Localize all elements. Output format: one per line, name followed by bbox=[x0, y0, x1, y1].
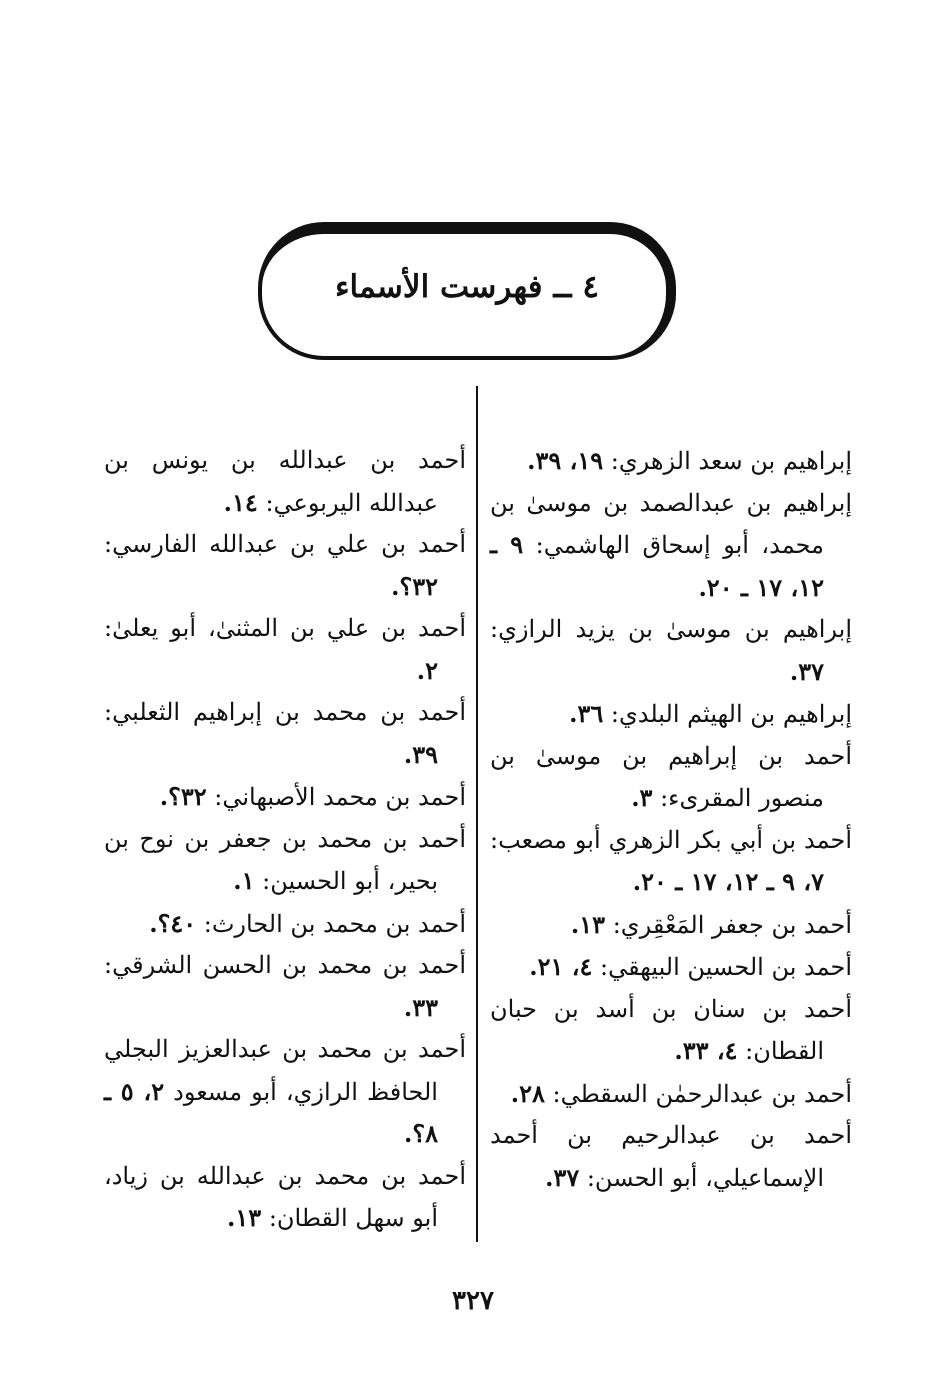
entry-pages: ٧، ٩ ـ ١٢، ١٧ ـ ٢٠. bbox=[632, 867, 824, 896]
entry-pages: ٢. bbox=[416, 655, 438, 685]
entry-name: إبراهيم بن عبدالصمد بن موسىٰ بن محمد، أبو إسحاق الهاشمي: bbox=[490, 488, 852, 559]
index-entry bbox=[490, 609, 852, 693]
index-entry bbox=[490, 989, 852, 1073]
entry-pages: ٤، ٣٣. bbox=[674, 1036, 738, 1065]
page-number: ٣٢٧ bbox=[452, 1286, 494, 1316]
entry-pages: ٣٢؟. bbox=[159, 782, 207, 811]
entry-pages: ٣٢؟. bbox=[391, 571, 438, 601]
index-entry bbox=[104, 1029, 466, 1156]
entry-pages: ٣٧. bbox=[789, 656, 824, 686]
entry-name: أحمد بن عبدالرحيم بن أحمد الإسماعيلي، أبو الحسن: bbox=[490, 1121, 852, 1192]
entry-name: أحمد بن محمد الأصبهاني: bbox=[214, 783, 466, 811]
index-entry bbox=[490, 736, 852, 820]
index-entry bbox=[104, 903, 466, 946]
index-entry bbox=[104, 776, 466, 819]
entry-pages: ٢، ٥ ـ ٨؟. bbox=[104, 1076, 438, 1148]
entry-pages: ٣٦. bbox=[569, 699, 604, 728]
index-entry bbox=[104, 819, 466, 903]
index-entry bbox=[104, 608, 466, 692]
entry-name: أحمد بن عبدالله بن يونس بن عبدالله اليربوعي: bbox=[104, 446, 466, 517]
entry-name: إبراهيم بن الهيثم البلدي: bbox=[610, 700, 852, 728]
column-divider bbox=[476, 386, 478, 1242]
index-entry bbox=[104, 945, 466, 1029]
entry-name: أحمد بن محمد بن عبدالعزيز البجلي الحافظ الرازي، أبو مسعود bbox=[104, 1035, 466, 1106]
entry-name: إبراهيم بن موسىٰ بن يزيد الرازي: bbox=[490, 615, 852, 643]
entry-name: أحمد بن عبدالرحمٰن السقطي: bbox=[552, 1079, 852, 1108]
entry-name: أحمد بن محمد بن الحسن الشرقي: bbox=[104, 951, 466, 979]
entry-pages: ٤٠؟. bbox=[149, 908, 197, 938]
index-entry bbox=[490, 483, 852, 610]
index-entry bbox=[490, 820, 852, 904]
index-entry bbox=[104, 692, 466, 776]
entry-pages: ٣٣. bbox=[403, 992, 438, 1022]
entry-pages: ١٣. bbox=[227, 1203, 262, 1232]
index-entry bbox=[490, 1115, 852, 1199]
index-entry bbox=[490, 946, 852, 989]
page-title: ٤ ــ فهرست الأسماء bbox=[334, 269, 600, 305]
entry-name: أحمد بن أبي بكر الزهري أبو مصعب: bbox=[490, 825, 852, 854]
entry-name: إبراهيم بن سعد الزهري: bbox=[610, 447, 852, 475]
entry-pages: ١٣. bbox=[570, 909, 606, 939]
entry-name: أحمد بن علي بن عبدالله الفارسي: bbox=[104, 530, 466, 558]
index-entry bbox=[490, 1073, 852, 1116]
entry-name: أحمد بن محمد بن عبدالله بن زياد، أبو سهل القطان: bbox=[104, 1161, 466, 1232]
entry-name: أحمد بن الحسين البيهقي: bbox=[600, 953, 852, 981]
entry-pages: ٣٩. bbox=[403, 739, 438, 769]
index-column-right bbox=[490, 440, 852, 1199]
index-entry bbox=[490, 693, 852, 736]
entry-name: أحمد بن سنان بن أسد بن حبان القطان: bbox=[490, 994, 852, 1065]
index-entry bbox=[104, 440, 466, 524]
entry-name: أحمد بن جعفر المَعْقِري: bbox=[612, 910, 852, 939]
index-column-left bbox=[104, 440, 466, 1240]
entry-name: أحمد بن محمد بن الحارث: bbox=[203, 909, 466, 938]
entry-name: أحمد بن إبراهيم بن موسىٰ بن منصور المقرىء: bbox=[490, 741, 852, 812]
index-entry bbox=[490, 440, 852, 483]
entry-name: أحمد بن محمد بن جعفر بن نوح بن بحير، أبو الحسين: bbox=[104, 824, 466, 895]
entry-pages: ١. bbox=[233, 866, 255, 895]
entry-pages: ٤، ٢١. bbox=[529, 952, 593, 981]
entry-pages: ١٩، ٣٩. bbox=[527, 446, 604, 475]
entry-pages: ٩ ـ ١٢، ١٧ ـ ٢٠. bbox=[490, 530, 824, 602]
entry-name: أحمد بن علي بن المثنىٰ، أبو يعلىٰ: bbox=[104, 614, 466, 642]
entry-pages: ٢٨. bbox=[510, 1078, 545, 1108]
index-entry bbox=[104, 524, 466, 608]
index-entry bbox=[104, 1156, 466, 1240]
entry-pages: ٣٧. bbox=[545, 1162, 580, 1192]
index-entry bbox=[490, 904, 852, 947]
entry-pages: ١٤. bbox=[223, 487, 258, 517]
entry-name: أحمد بن محمد بن إبراهيم الثعلبي: bbox=[104, 698, 466, 726]
entry-pages: ٣. bbox=[631, 783, 653, 812]
